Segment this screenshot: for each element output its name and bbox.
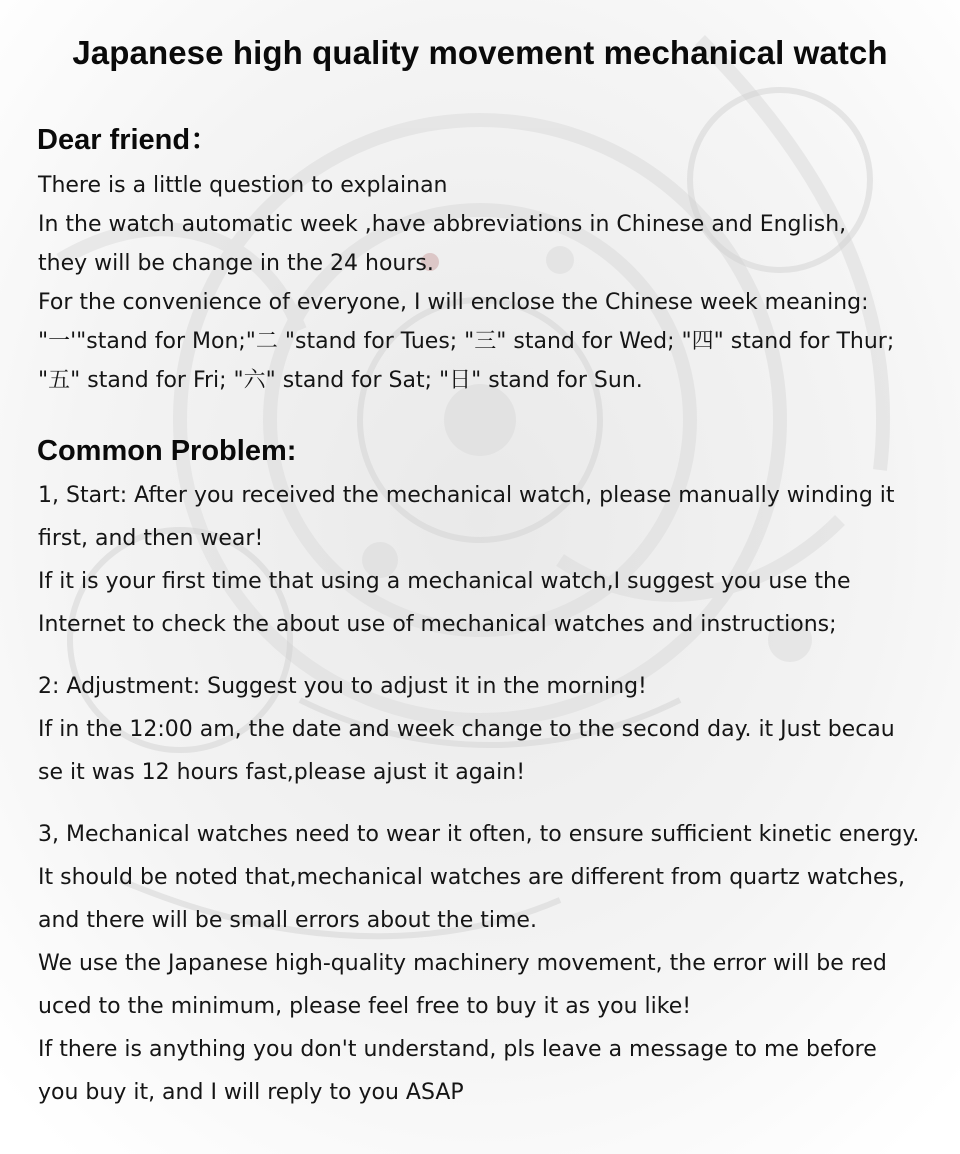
section-line: If it is your first time that using a mechanical watch,I suggest you use the [38,569,851,594]
adjustment-section [38,665,953,794]
section-line: you buy it, and I will reply to you ASAP [38,1080,464,1105]
intro-line: In the watch automatic week ,have abbreviations in Chinese and English, [38,212,847,237]
intro-line: they will be change in the 24 hours. [38,251,434,276]
section-line: 2: Adjustment: Suggest you to adjust it in the morning! [38,674,647,699]
section-line: 3, Mechanical watches need to wear it often, to ensure sufficient kinetic energy. [38,822,920,847]
intro-paragraph [38,166,953,400]
page-title: Japanese high quality movement mechanical watch [72,34,888,71]
section-line: first, and then wear! [38,526,264,551]
intro-line: For the convenience of everyone, I will enclose the Chinese week meaning: [38,290,869,315]
common-problem-heading: Common Problem: [37,435,297,467]
section-line: 1, Start: After you received the mechanical watch, please manually winding it [38,483,895,508]
section-line: If there is anything you don't understand, pls leave a message to me before [38,1037,877,1062]
section-line: se it was 12 hours fast,please ajust it again! [38,760,526,785]
section-line: It should be noted that,mechanical watches are different from quartz watches, [38,865,905,890]
start-section [38,474,953,646]
section-line: Internet to check the about use of mechanical watches and instructions; [38,612,837,637]
intro-line: There is a little question to explainan [38,173,448,198]
section-line: uced to the minimum, please feel free to buy it as you like! [38,994,692,1019]
section-line: and there will be small errors about the time. [38,908,537,933]
week-meaning-line: "一'"stand for Mon;"二 "stand for Tues; "三" stand for Wed; "四" stand for Thur; [38,329,895,354]
wear-often-section [38,813,953,1114]
section-line: If in the 12:00 am, the date and week change to the second day. it Just becau [38,717,895,742]
greeting-heading: Dear friend： [37,124,220,156]
week-meaning-line: "五" stand for Fri; "六" stand for Sat; "日" stand for Sun. [38,368,643,393]
section-line: We use the Japanese high-quality machinery movement, the error will be red [38,951,887,976]
